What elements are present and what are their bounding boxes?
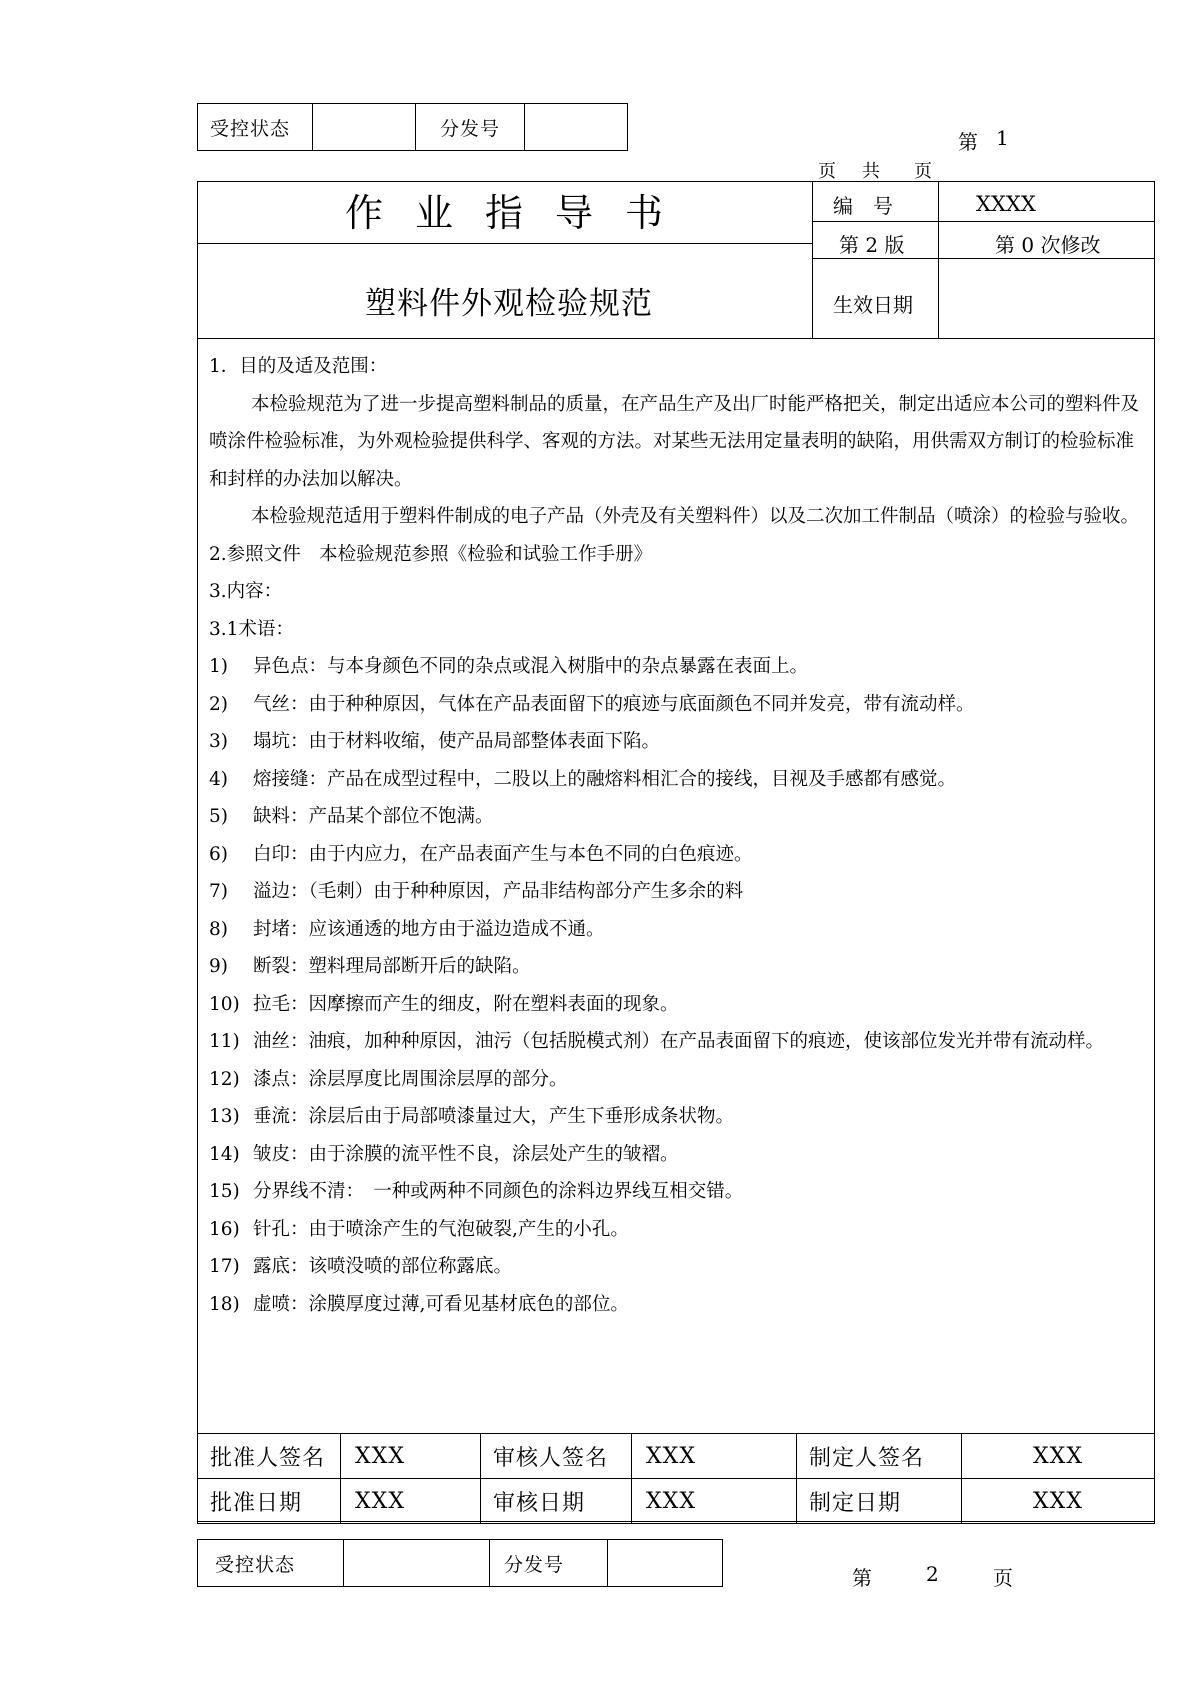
control-status-label: 受控状态 [198, 104, 313, 151]
page-number: 1 [996, 126, 1009, 150]
term-item [209, 911, 1144, 949]
term-item [209, 686, 1144, 724]
page-number-prefix: 第 [958, 130, 978, 154]
term-number: 12) [209, 1068, 240, 1090]
page-suffix: 页 [993, 1566, 1013, 1590]
term-text: 封堵：应该通透的地方由于溢边造成不通。 [253, 918, 605, 940]
term-item [209, 873, 1144, 911]
draft-date-label: 制定日期 [797, 1479, 962, 1524]
drafter-signature-value: XXX [962, 1434, 1155, 1479]
term-text: 油丝：油痕，加种种原因，油污（包括脱模式剂）在产品表面留下的痕迹，使该部位发光并带有流动样。 [253, 1031, 1105, 1052]
term-text: 断裂：塑料理局部断开后的缺陷。 [253, 956, 531, 977]
header-divider [938, 181, 939, 338]
term-number: 1) [209, 656, 228, 677]
term-item [209, 798, 1144, 836]
header-divider [197, 243, 812, 244]
term-number: 10) [209, 993, 240, 1015]
code-label: 编 号 [833, 194, 893, 218]
term-item [209, 1061, 1144, 1099]
term-text: 塌坑：由于材料收缩，使产品局部整体表面下陷。 [253, 731, 661, 752]
term-number: 15) [209, 1181, 240, 1202]
term-text: 异色点：与本身颜色不同的杂点或混入树脂中的杂点暴露在表面上。 [253, 656, 809, 677]
term-number: 6) [209, 843, 228, 865]
control-status-value [344, 1540, 490, 1587]
page-number-prefix: 第 [852, 1566, 872, 1590]
term-item [209, 836, 1144, 874]
paragraph: 本检验规范适用于塑料件制成的电子产品（外壳及有关塑料件）以及二次加工件制品（喷涂）的检验与验收。 [251, 506, 1140, 527]
term-text: 皱皮：由于涂膜的流平性不良，涂层处产生的皱褶。 [253, 1143, 679, 1165]
term-number: 8) [209, 918, 228, 940]
term-number: 18) [209, 1293, 240, 1315]
section-heading: 3.内容： [209, 581, 283, 602]
section-heading: 1．目的及适及范围： [209, 356, 388, 377]
term-item [209, 1211, 1144, 1249]
term-item [209, 723, 1144, 761]
term-text: 漆点：涂层厚度比周围涂层厚的部分。 [253, 1068, 568, 1090]
term-text: 分界线不清： 一种或两种不同颜色的涂料边界线互相交错。 [253, 1181, 744, 1202]
control-table-bottom [197, 1539, 723, 1587]
review-date-label: 审核日期 [481, 1479, 632, 1524]
header-divider [812, 258, 1155, 259]
term-item [209, 986, 1144, 1024]
term-item [209, 948, 1144, 986]
reviewer-signature-value: XXX [632, 1434, 797, 1479]
term-item [209, 1098, 1144, 1136]
term-number: 2) [209, 693, 228, 715]
code-value: XXXX [976, 192, 1036, 216]
page-number: 2 [926, 1562, 939, 1586]
section-heading: 3.1术语： [209, 618, 294, 640]
approval-date-label: 批准日期 [198, 1479, 341, 1524]
term-number: 7) [209, 881, 228, 902]
header-divider [812, 181, 813, 338]
term-item [209, 761, 1144, 799]
document-title: 塑料件外观检验规范 [365, 286, 653, 322]
control-table-top [197, 103, 628, 151]
distribution-number-value [608, 1540, 723, 1587]
signature-table [197, 1433, 1155, 1524]
term-text: 白印：由于内应力，在产品表面产生与本色不同的白色痕迹。 [253, 843, 753, 865]
approver-signature-label: 批准人签名 [198, 1434, 341, 1479]
term-number: 14) [209, 1143, 240, 1165]
draft-date-value: XXX [962, 1479, 1155, 1524]
revision: 第 0 次修改 [995, 233, 1101, 257]
section-heading: 2.参照文件 本检验规范参照《检验和试验工作手册》 [209, 543, 653, 565]
term-number: 4) [209, 768, 228, 790]
term-number: 9) [209, 956, 228, 977]
term-item [209, 1136, 1144, 1174]
header-divider [812, 221, 1155, 222]
approver-signature-value: XXX [341, 1434, 481, 1479]
distribution-number-value [525, 104, 628, 151]
term-item [209, 1248, 1144, 1286]
total-pages-suffix: 页 [914, 161, 932, 182]
term-text: 缺料：产品某个部位不饱满。 [253, 806, 494, 827]
reviewer-signature-label: 审核人签名 [481, 1434, 632, 1479]
term-number: 13) [209, 1106, 240, 1127]
header-divider [197, 338, 1155, 339]
term-text: 垂流：涂层后由于局部喷漆量过大，产生下垂形成条状物。 [253, 1106, 735, 1127]
control-status-value [313, 104, 416, 151]
effective-date-label: 生效日期 [833, 293, 913, 317]
term-number: 17) [209, 1256, 240, 1277]
term-text: 熔接缝：产品在成型过程中，二股以上的融熔料相汇合的接线，目视及手感都有感觉。 [253, 768, 957, 790]
page-suffix: 页 [818, 161, 836, 182]
drafter-signature-label: 制定人签名 [797, 1434, 962, 1479]
term-number: 5) [209, 806, 228, 827]
term-text: 溢边：（毛刺）由于种种原因，产品非结构部分产生多余的料 [253, 881, 744, 902]
distribution-number-label: 分发号 [416, 104, 525, 151]
total-pages-prefix: 共 [862, 161, 880, 182]
term-text: 拉毛：因摩擦而产生的细皮，附在塑料表面的现象。 [253, 993, 679, 1015]
term-text: 气丝：由于种种原因，气体在产品表面留下的痕迹与底面颜色不同并发亮，带有流动样。 [253, 693, 975, 715]
term-number: 3) [209, 731, 228, 752]
document-body [209, 348, 1144, 1323]
term-text: 露底：该喷没喷的部位称露底。 [253, 1256, 513, 1277]
term-text: 针孔：由于喷涂产生的气泡破裂,产生的小孔。 [253, 1218, 629, 1240]
term-item [209, 648, 1144, 686]
term-item [209, 1173, 1144, 1211]
term-item [209, 1023, 1144, 1061]
document-type: 作业指导书 [345, 191, 696, 235]
distribution-number-label: 分发号 [490, 1540, 608, 1587]
edition: 第 2 版 [839, 233, 905, 257]
paragraph: 本检验规范为了进一步提高塑料制品的质量，在产品生产及出厂时能严格把关，制定出适应本公司的塑料件及喷涂件检验标准，为外观检验提供科学、客观的方法。对某些无法用定量表明的缺陷，用供需双方制订的检验标准和封样的办法加以解决。 [209, 393, 1140, 490]
approval-date-value: XXX [341, 1479, 481, 1524]
control-status-label: 受控状态 [198, 1540, 344, 1587]
term-item [209, 1286, 1144, 1324]
review-date-value: XXX [632, 1479, 797, 1524]
term-number: 16) [209, 1218, 240, 1240]
term-number: 11) [209, 1031, 240, 1052]
term-text: 虚喷：涂膜厚度过薄,可看见基材底色的部位。 [253, 1293, 629, 1315]
